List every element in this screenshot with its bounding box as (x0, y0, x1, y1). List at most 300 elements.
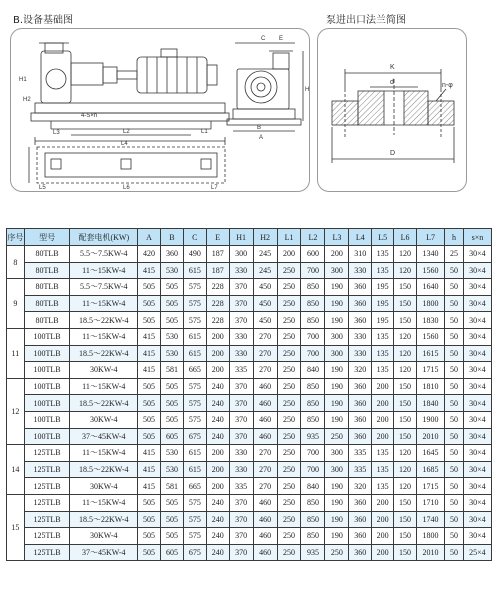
table-cell: 125TLB (24, 528, 70, 545)
table-cell: 240 (206, 511, 229, 528)
table-cell: 1340 (416, 246, 444, 263)
table-cell: 1830 (416, 312, 444, 329)
table-cell: 665 (183, 478, 206, 495)
table-cell: 370 (229, 511, 253, 528)
table-cell: 250 (277, 511, 301, 528)
table-cell: 30×4 (463, 279, 491, 296)
table-cell: 530 (161, 445, 184, 462)
table-cell: 125TLB (24, 511, 70, 528)
table-cell: 1800 (416, 528, 444, 545)
table-cell: 505 (161, 528, 184, 545)
table-cell: 30×4 (463, 362, 491, 379)
table-cell: 1645 (416, 445, 444, 462)
table-cell: 605 (161, 428, 184, 445)
table-cell: 335 (229, 362, 253, 379)
table-cell: 850 (301, 411, 325, 428)
label-l5: L5 (39, 185, 46, 191)
table-cell: 615 (183, 461, 206, 478)
table-cell: 360 (349, 511, 372, 528)
group-number: 14 (7, 445, 25, 495)
table-cell: 30×4 (463, 395, 491, 412)
table-cell: 120 (394, 445, 417, 462)
table-cell: 370 (229, 544, 253, 561)
table-cell: 135 (372, 461, 394, 478)
table-cell: 850 (301, 511, 325, 528)
table-cell: 100TLB (24, 378, 70, 395)
table-cell: 330 (229, 345, 253, 362)
table-cell: 675 (183, 544, 206, 561)
column-header: L7 (416, 229, 444, 246)
table-cell: 360 (349, 411, 372, 428)
pump-foundation-diagram (11, 29, 309, 191)
table-cell: 228 (206, 295, 229, 312)
table-row (7, 445, 492, 462)
table-cell: 18.5～22KW-4 (70, 345, 138, 362)
label-h2: H2 (23, 97, 31, 103)
table-cell: 675 (183, 428, 206, 445)
table-cell: 615 (183, 262, 206, 279)
table-cell: 840 (301, 362, 325, 379)
table-cell: 135 (372, 362, 394, 379)
table-cell: 190 (325, 362, 349, 379)
table-cell: 505 (138, 395, 161, 412)
table-cell: 200 (372, 494, 394, 511)
column-header: C (183, 229, 206, 246)
table-cell: 240 (206, 544, 229, 561)
table-cell: 575 (183, 312, 206, 329)
table-cell: 200 (206, 461, 229, 478)
table-cell: 505 (161, 312, 184, 329)
table-cell: 415 (138, 478, 161, 495)
table-cell: 450 (253, 312, 277, 329)
table-row (7, 494, 492, 511)
table-cell: 850 (301, 279, 325, 296)
table-cell: 50 (445, 511, 464, 528)
label-l1: L1 (201, 129, 208, 135)
group-number: 8 (7, 246, 25, 279)
table-cell: 320 (349, 478, 372, 495)
table-cell: 505 (161, 279, 184, 296)
column-header: L4 (349, 229, 372, 246)
table-cell: 370 (229, 528, 253, 545)
table-cell: 700 (301, 445, 325, 462)
table-cell: 250 (277, 494, 301, 511)
table-cell: 200 (372, 528, 394, 545)
table-cell: 200 (206, 445, 229, 462)
label-h1: H1 (19, 77, 27, 83)
table-cell: 360 (349, 494, 372, 511)
table-cell: 310 (349, 246, 372, 263)
table-cell: 80TLB (24, 262, 70, 279)
column-header: A (138, 229, 161, 246)
table-cell: 125TLB (24, 445, 70, 462)
table-cell: 850 (301, 528, 325, 545)
table-cell: 270 (253, 328, 277, 345)
table-cell: 11～15KW-4 (70, 378, 138, 395)
table-cell: 250 (325, 428, 349, 445)
table-cell: 505 (138, 494, 161, 511)
table-cell: 700 (301, 345, 325, 362)
table-cell: 135 (372, 262, 394, 279)
table-cell: 935 (301, 544, 325, 561)
table-cell: 190 (325, 378, 349, 395)
table-cell: 530 (161, 345, 184, 362)
table-cell: 50 (445, 494, 464, 511)
table-cell: 150 (394, 428, 417, 445)
table-cell: 120 (394, 478, 417, 495)
table-cell: 505 (138, 528, 161, 545)
table-cell: 11～15KW-4 (70, 445, 138, 462)
table-cell: 300 (325, 262, 349, 279)
table-cell: 100TLB (24, 345, 70, 362)
table-cell: 120 (394, 246, 417, 263)
table-cell: 190 (325, 279, 349, 296)
table-cell: 200 (206, 345, 229, 362)
label-a: A (259, 135, 264, 141)
table-cell: 50 (445, 362, 464, 379)
table-cell: 1560 (416, 262, 444, 279)
column-header: B (161, 229, 184, 246)
table-cell: 245 (253, 262, 277, 279)
table-cell: 250 (277, 328, 301, 345)
table-cell: 270 (253, 461, 277, 478)
table-cell: 850 (301, 312, 325, 329)
table-cell: 190 (325, 494, 349, 511)
table-cell: 370 (229, 494, 253, 511)
table-cell: 665 (183, 362, 206, 379)
table-cell: 460 (253, 378, 277, 395)
table-row (7, 461, 492, 478)
table-cell: 600 (301, 246, 325, 263)
table-cell: 11～15KW-4 (70, 295, 138, 312)
table-cell: 100TLB (24, 362, 70, 379)
table-cell: 2010 (416, 544, 444, 561)
table-row (7, 246, 492, 263)
group-number: 9 (7, 279, 25, 329)
table-cell: 1715 (416, 478, 444, 495)
table-cell: 370 (229, 411, 253, 428)
table-cell: 250 (277, 312, 301, 329)
table-cell: 1810 (416, 378, 444, 395)
table-cell: 460 (253, 428, 277, 445)
column-header: h (445, 229, 464, 246)
table-cell: 37～45KW-4 (70, 544, 138, 561)
table-cell: 530 (161, 461, 184, 478)
label-l3: L3 (53, 130, 60, 136)
table-cell: 80TLB (24, 312, 70, 329)
table-cell: 50 (445, 312, 464, 329)
table-cell: 330 (229, 461, 253, 478)
table-cell: 850 (301, 395, 325, 412)
table-cell: 490 (183, 246, 206, 263)
table-cell: 30×4 (463, 345, 491, 362)
table-row (7, 378, 492, 395)
column-header: L1 (277, 229, 301, 246)
table-cell: 200 (372, 378, 394, 395)
table-cell: 700 (301, 262, 325, 279)
table-cell: 505 (161, 411, 184, 428)
table-cell: 330 (229, 328, 253, 345)
column-header: L6 (394, 229, 417, 246)
table-row (7, 478, 492, 495)
column-header: H1 (229, 229, 253, 246)
group-number: 12 (7, 378, 25, 444)
table-cell: 150 (394, 395, 417, 412)
table-cell: 25 (445, 246, 464, 263)
table-cell: 850 (301, 378, 325, 395)
table-cell: 30×4 (463, 494, 491, 511)
table-cell: 1615 (416, 345, 444, 362)
table-cell: 360 (349, 528, 372, 545)
table-cell: 360 (349, 279, 372, 296)
table-cell: 415 (138, 445, 161, 462)
table-cell: 300 (325, 445, 349, 462)
table-cell: 850 (301, 295, 325, 312)
table-cell: 935 (301, 428, 325, 445)
table-cell: 330 (229, 445, 253, 462)
table-cell: 700 (301, 461, 325, 478)
table-cell: 190 (325, 295, 349, 312)
table-cell: 30×4 (463, 528, 491, 545)
label-bolt-holes: 4-S×n (81, 113, 98, 119)
flange-drawing (317, 28, 467, 192)
table-cell: 370 (229, 295, 253, 312)
table-cell: 460 (253, 395, 277, 412)
table-cell: 335 (229, 478, 253, 495)
table-cell: 150 (394, 511, 417, 528)
table-cell: 18.5～22KW-4 (70, 461, 138, 478)
table-cell: 125TLB (24, 544, 70, 561)
table-cell: 605 (161, 544, 184, 561)
table-cell: 30KW-4 (70, 362, 138, 379)
group-number: 15 (7, 494, 25, 560)
table-cell: 30×4 (463, 411, 491, 428)
table-cell: 505 (138, 312, 161, 329)
label-l4: L4 (121, 141, 128, 147)
table-cell: 200 (372, 395, 394, 412)
table-cell: 5.5～7.5KW-4 (70, 279, 138, 296)
table-cell: 270 (253, 445, 277, 462)
table-cell: 200 (372, 544, 394, 561)
table-cell: 30×4 (463, 328, 491, 345)
column-header: L3 (325, 229, 349, 246)
table-cell: 335 (349, 445, 372, 462)
table-cell: 320 (349, 362, 372, 379)
table-cell: 18.5～22KW-4 (70, 511, 138, 528)
table-row (7, 428, 492, 445)
table-cell: 120 (394, 345, 417, 362)
table-cell: 360 (349, 544, 372, 561)
table-cell: 190 (325, 411, 349, 428)
table-cell: 505 (161, 295, 184, 312)
table-cell: 415 (138, 345, 161, 362)
table-cell: 1685 (416, 461, 444, 478)
table-cell: 50 (445, 478, 464, 495)
column-header: s×n (463, 229, 491, 246)
table-cell: 330 (349, 262, 372, 279)
table-cell: 335 (349, 461, 372, 478)
table-cell: 270 (253, 478, 277, 495)
table-cell: 30×4 (463, 262, 491, 279)
table-cell: 450 (253, 295, 277, 312)
table-cell: 30KW-4 (70, 411, 138, 428)
table-cell: 150 (394, 494, 417, 511)
table-cell: 575 (183, 378, 206, 395)
table-cell: 240 (206, 411, 229, 428)
table-cell: 135 (372, 246, 394, 263)
table-cell: 505 (138, 378, 161, 395)
table-cell: 575 (183, 494, 206, 511)
table-cell: 18.5～22KW-4 (70, 395, 138, 412)
table-cell: 360 (349, 295, 372, 312)
table-cell: 330 (349, 328, 372, 345)
column-header: E (206, 229, 229, 246)
table-cell: 370 (229, 395, 253, 412)
table-cell: 1640 (416, 279, 444, 296)
table-cell: 135 (372, 478, 394, 495)
table-row (7, 411, 492, 428)
table-cell: 50 (445, 395, 464, 412)
equipment-foundation-heading: B.设备基础图 (13, 15, 74, 26)
table-row (7, 544, 492, 561)
table-row (7, 295, 492, 312)
table-cell: 240 (206, 395, 229, 412)
table-cell: 200 (372, 411, 394, 428)
flange-diagram-heading: 泵进出口法兰简图 (326, 15, 406, 26)
table-cell: 150 (394, 279, 417, 296)
table-cell: 360 (349, 395, 372, 412)
table-cell: 30×4 (463, 511, 491, 528)
table-cell: 1710 (416, 494, 444, 511)
table-cell: 330 (349, 345, 372, 362)
table-cell: 360 (161, 246, 184, 263)
table-cell: 5.5～7.5KW-4 (70, 246, 138, 263)
table-cell: 100TLB (24, 395, 70, 412)
table-cell: 575 (183, 528, 206, 545)
table-cell: 30×4 (463, 246, 491, 263)
table-cell: 575 (183, 395, 206, 412)
table-cell: 50 (445, 528, 464, 545)
table-cell: 300 (229, 246, 253, 263)
table-cell: 187 (206, 246, 229, 263)
table-cell: 370 (229, 378, 253, 395)
table-cell: 450 (253, 279, 277, 296)
table-cell: 505 (138, 544, 161, 561)
table-cell: 415 (138, 262, 161, 279)
table-cell: 30KW-4 (70, 478, 138, 495)
table-cell: 250 (277, 362, 301, 379)
table-cell: 50 (445, 544, 464, 561)
table-cell: 50 (445, 445, 464, 462)
table-cell: 460 (253, 494, 277, 511)
table-cell: 1800 (416, 295, 444, 312)
table-cell: 100TLB (24, 411, 70, 428)
table-cell: 1840 (416, 395, 444, 412)
table-cell: 250 (277, 395, 301, 412)
column-header: 型号 (24, 229, 70, 246)
table-cell: 1740 (416, 511, 444, 528)
table-cell: 50 (445, 461, 464, 478)
table-cell: 250 (277, 378, 301, 395)
table-cell: 270 (253, 345, 277, 362)
table-cell: 360 (349, 378, 372, 395)
table-cell: 1900 (416, 411, 444, 428)
table-cell: 200 (206, 362, 229, 379)
table-body (7, 246, 492, 561)
table-cell: 228 (206, 279, 229, 296)
table-cell: 240 (206, 494, 229, 511)
table-row (7, 511, 492, 528)
table-cell: 50 (445, 328, 464, 345)
table-cell: 700 (301, 328, 325, 345)
table-cell: 415 (138, 362, 161, 379)
table-cell: 80TLB (24, 246, 70, 263)
table-cell: 300 (325, 328, 349, 345)
table-cell: 250 (277, 478, 301, 495)
table-cell: 150 (394, 544, 417, 561)
table-cell: 80TLB (24, 295, 70, 312)
table-cell: 850 (301, 494, 325, 511)
table-cell: 195 (372, 279, 394, 296)
table-cell: 581 (161, 478, 184, 495)
table-cell: 195 (372, 295, 394, 312)
table-cell: 100TLB (24, 428, 70, 445)
table-cell: 200 (206, 328, 229, 345)
table-cell: 190 (325, 511, 349, 528)
table-cell: 240 (206, 528, 229, 545)
table-cell: 575 (183, 511, 206, 528)
table-cell: 300 (325, 461, 349, 478)
table-cell: 370 (229, 279, 253, 296)
table-cell: 190 (325, 528, 349, 545)
table-cell: 245 (253, 246, 277, 263)
table-cell: 505 (138, 511, 161, 528)
table-cell: 581 (161, 362, 184, 379)
table-cell: 125TLB (24, 478, 70, 495)
table-cell: 505 (138, 295, 161, 312)
table-cell: 195 (372, 312, 394, 329)
table-cell: 575 (183, 279, 206, 296)
table-cell: 125TLB (24, 461, 70, 478)
table-cell: 30×4 (463, 461, 491, 478)
table-cell: 330 (229, 262, 253, 279)
table-cell: 840 (301, 478, 325, 495)
table-cell: 250 (277, 544, 301, 561)
table-cell: 250 (277, 279, 301, 296)
table-cell: 505 (138, 279, 161, 296)
table-row (7, 262, 492, 279)
table-cell: 270 (253, 362, 277, 379)
table-cell: 200 (277, 246, 301, 263)
label-h: H (305, 87, 309, 93)
table-cell: 50 (445, 262, 464, 279)
table-cell: 250 (277, 345, 301, 362)
table-cell: 505 (161, 395, 184, 412)
table-cell: 250 (277, 428, 301, 445)
table-cell: 50 (445, 279, 464, 296)
table-cell: 190 (325, 395, 349, 412)
table-row (7, 328, 492, 345)
table-row (7, 345, 492, 362)
table-cell: 360 (349, 428, 372, 445)
table-cell: 190 (325, 478, 349, 495)
table-cell: 250 (325, 544, 349, 561)
table-cell: 250 (277, 295, 301, 312)
column-header: L5 (372, 229, 394, 246)
table-cell: 150 (394, 312, 417, 329)
table-cell: 150 (394, 295, 417, 312)
table-cell: 415 (138, 328, 161, 345)
